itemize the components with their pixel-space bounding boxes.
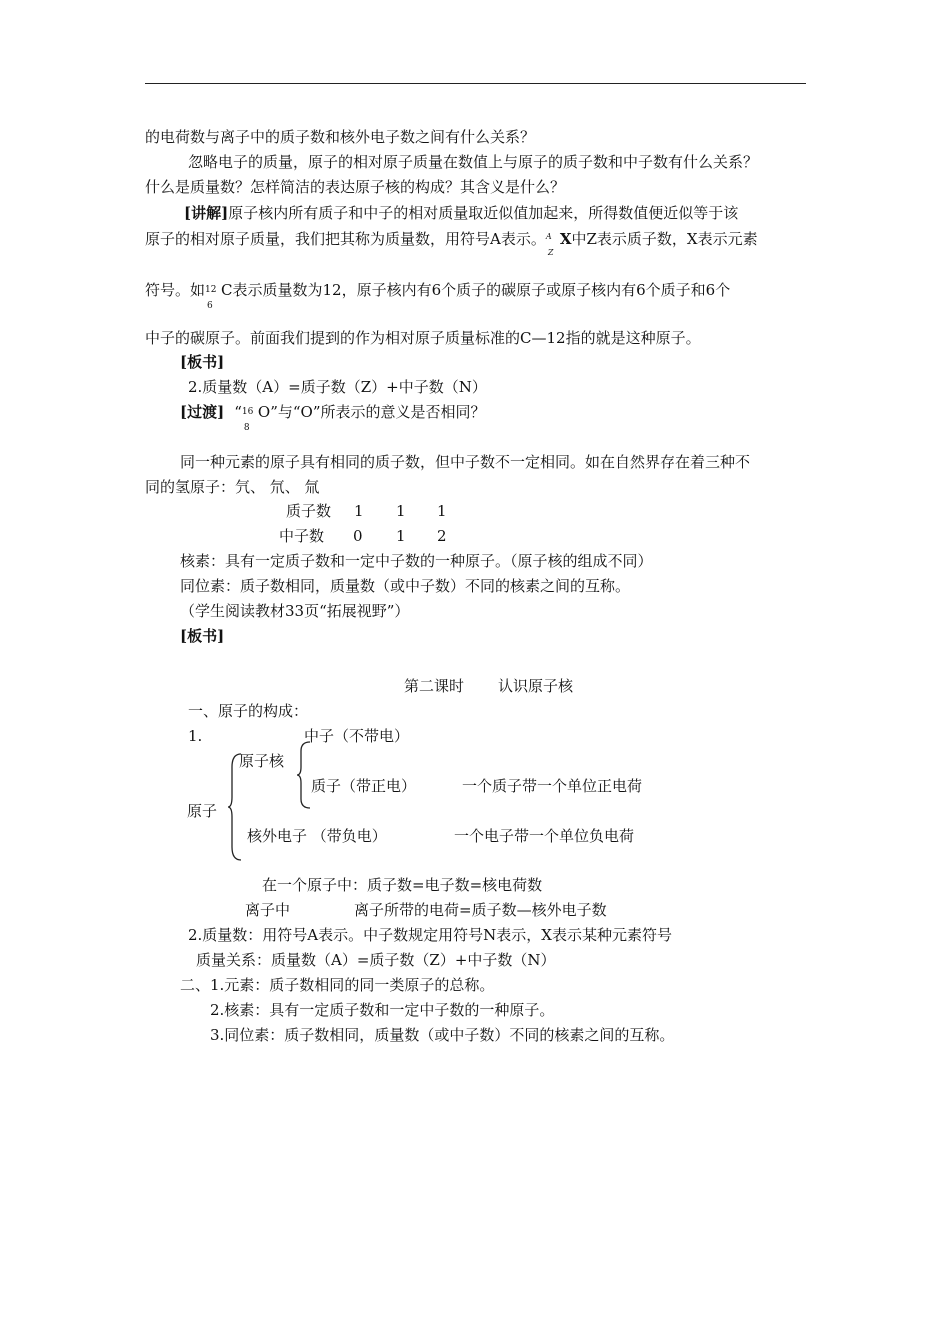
- nucleus-label: 原子核: [239, 752, 285, 770]
- atomic-number: 6: [207, 301, 213, 311]
- paragraph-line: 2.质量数（A）=质子数（Z）+中子数（N）: [188, 378, 487, 396]
- paragraph-line: 忽略电子的质量，原子的相对原子质量在数值上与原子的质子数和中子数有什么关系？: [188, 153, 759, 171]
- paragraph-text: 中Z表示质子数，X表示元素: [571, 230, 758, 248]
- paragraph-line: 2.质量数：用符号A表示。中子数规定用符号N表示，X表示某种元素符号: [188, 926, 672, 944]
- atom-label: 原子: [187, 802, 218, 820]
- table-cell: 1: [437, 502, 447, 520]
- electron-note: 一个电子带一个单位负电荷: [454, 827, 635, 845]
- atomic-number: Z: [547, 248, 554, 257]
- lesson-topic: 认识原子核: [498, 677, 574, 695]
- electron-label: 核外电子 （带负电）: [247, 827, 387, 845]
- element-symbol: X: [559, 230, 572, 248]
- table-row-label: 质子数: [286, 502, 332, 520]
- board-label: [板书]: [180, 353, 225, 371]
- section-title: [404, 676, 573, 696]
- table-cell: 0: [353, 527, 363, 545]
- paragraph-line: 在一个原子中：质子数=电子数=核电荷数: [262, 876, 543, 894]
- table-cell: 2: [437, 527, 447, 545]
- item-number: 1.: [188, 727, 203, 745]
- lecture-line: [184, 203, 738, 223]
- table-row-label: 中子数: [279, 527, 325, 545]
- paragraph-line: 的电荷数与离子中的质子数和核外电子数之间有什么关系？: [145, 128, 536, 146]
- atomic-number: 8: [243, 423, 250, 433]
- paragraph-line: 核素：具有一定质子数和一定中子数的一种原子。（原子核的组成不同）: [180, 552, 653, 570]
- paragraph-text: 原子的相对原子质量，我们把其称为质量数，用符号A表示。: [145, 230, 546, 248]
- header-rule: [145, 83, 806, 84]
- nuclide-notation: [545, 229, 560, 257]
- paragraph-line: 二、1.元素：质子数相同的同一类原子的总称。: [180, 976, 495, 994]
- proton-label: 质子（带正电）: [311, 777, 417, 795]
- nucleus-brace: [297, 741, 311, 809]
- element-symbol: O: [257, 403, 271, 421]
- atom-brace: [228, 753, 242, 861]
- lecture-label: [讲解]: [184, 204, 229, 222]
- mass-number: A: [545, 232, 552, 241]
- paragraph-line: 2.核素：具有一定质子数和一定中子数的一种原子。: [210, 1001, 555, 1019]
- section-heading: 一、原子的构成：: [188, 702, 309, 720]
- table-cell: 1: [396, 527, 406, 545]
- lesson-label: 第二课时: [404, 677, 465, 695]
- paragraph-line: 同位素：质子数相同，质量数（或中子数）不同的核素之间的互称。: [180, 577, 631, 595]
- paragraph-line: 什么是质量数？怎样简洁的表达原子核的构成？其含义是什么？: [145, 178, 566, 196]
- paragraph-line: （学生阅读教材33页“拓展视野”）: [180, 602, 410, 620]
- table-cell: 1: [396, 502, 406, 520]
- paragraph-line: [145, 229, 758, 257]
- nuclide-notation: [241, 402, 258, 433]
- mass-number: 12: [205, 285, 217, 295]
- paragraph-text: 符号。如: [145, 281, 206, 299]
- paragraph-text: ”与“O”所表示的意义是否相同？: [270, 403, 486, 421]
- paragraph-text: C表示质量数为12，原子核内有6个质子的碳原子或原子核内有6个质子和6个: [221, 281, 731, 299]
- ion-relation: 离子所带的电荷=质子数—核外电子数: [354, 901, 607, 919]
- board-label: [板书]: [180, 627, 225, 645]
- paragraph-line: 同的氢原子：氕、 氘、 氚: [145, 478, 320, 496]
- proton-note: 一个质子带一个单位正电荷: [462, 777, 643, 795]
- ion-label: 离子中: [245, 901, 291, 919]
- paragraph-line: [145, 280, 731, 311]
- mass-number: 16: [241, 407, 254, 417]
- transition-line: [过渡] “ 16 8 O”与“O”所表示的意义是否相同？: [180, 403, 486, 433]
- paragraph-line: 质量关系：质量数（A）=质子数（Z）+中子数（N）: [196, 951, 556, 969]
- table-cell: 1: [354, 502, 364, 520]
- neutron-label: 中子（不带电）: [304, 727, 410, 745]
- paragraph-text: 原子核内所有质子和中子的相对质量取近似值加起来，所得数值便近似等于该: [228, 204, 739, 222]
- paragraph-line: 同一种元素的原子具有相同的质子数，但中子数不一定相同。如在自然界存在着三种不: [180, 453, 751, 471]
- nuclide-notation: [205, 280, 221, 311]
- paragraph-line: 中子的碳原子。前面我们提到的作为相对原子质量标准的C—12指的就是这种原子。: [145, 329, 701, 347]
- transition-label: [过渡]: [180, 403, 225, 421]
- paragraph-line: 3.同位素：质子数相同，质量数（或中子数）不同的核素之间的互称。: [210, 1026, 675, 1044]
